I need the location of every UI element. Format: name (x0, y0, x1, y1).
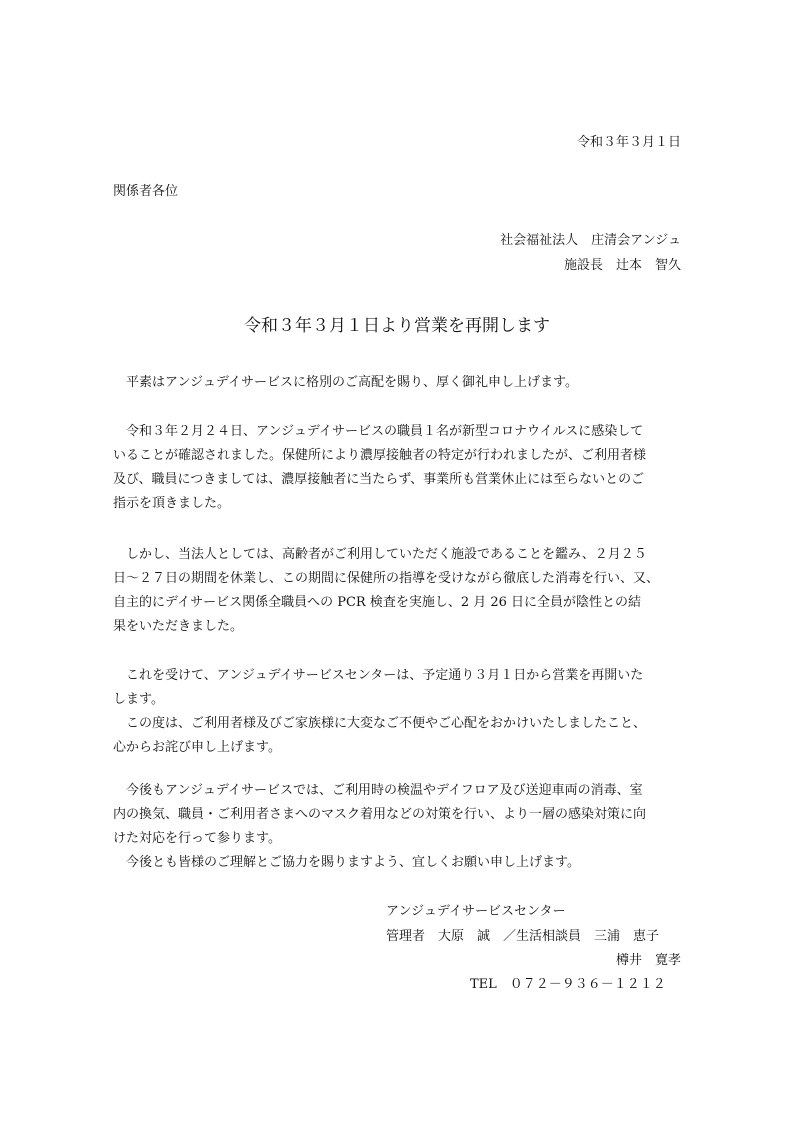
text-line: 自主的にデイサービス関係全職員への PCR 検査を実施し、2 月 26 日に全員が陰性との結 (113, 595, 642, 610)
text-line: 及び、職員につきましては、濃厚接触者に当たらず、事業所も営業休止には至らないとのご (113, 472, 645, 487)
paragraph-infection-report (113, 420, 685, 516)
paragraph-greeting (113, 371, 685, 395)
signature-staff: 管理者 大原 誠 ／生活相談員 三浦 恵子 (386, 929, 660, 944)
document-date: 令和３年３月１日 (576, 135, 681, 150)
text-line: 果をいただきました。 (113, 619, 244, 634)
text-line: 日～２７日の期間を休業し、この期間に保健所の指導を受けながら徹底した消毒を行い、又、 (113, 571, 660, 586)
text-line: します。 (113, 692, 164, 707)
text-line: けた対応を行って参ります。 (113, 831, 281, 846)
sender-organization: 社会福祉法人 庄清会アンジュ (500, 233, 681, 248)
document-title: 令和３年３月１日より営業を再開します (244, 316, 550, 336)
signature-staff-additional: 樽井 寛孝 (615, 953, 681, 968)
paragraph-reopening (113, 664, 685, 760)
text-line: 今後もアンジュデイサービスでは、ご利用時の検温やデイフロア及び送迎車両の消毒、室 (113, 783, 643, 798)
text-line: これを受けて、アンジュデイサービスセンターは、予定通り３月１日から営業を再開いた (113, 668, 644, 683)
paragraph-future-measures (113, 779, 685, 875)
sender-director: 施設長 辻本 智久 (563, 258, 681, 273)
text-line: この度は、ご利用者様及びご家族様に大変なご不便やご心配をおかけいたしましたこと、 (113, 716, 647, 731)
addressee: 関係者各位 (113, 184, 179, 199)
text-line: 心からお詫び申し上げます。 (113, 740, 281, 755)
signature-center-name: アンジュデイサービスセンター (386, 904, 566, 919)
signature-telephone: TEL ０７２－９３６－１２１２ (470, 977, 666, 992)
text-line: しかし、当法人としては、高齢者がご利用していただく施設であることを鑑み、２月２５ (113, 547, 647, 562)
text-line: 指示を頂きました。 (113, 496, 231, 511)
text-line: 内の換気、職員・ご利用者さまへのマスク着用などの対策を行い、より一層の感染対策に向 (113, 807, 647, 822)
paragraph-closure-measures (113, 543, 685, 639)
text-line: いることが確認されました。保健所により濃厚接触者の特定が行われましたが、ご利用者様 (113, 448, 647, 463)
text-line: 平素はアンジュデイサービスに格別のご高配を賜り、厚く御礼申し上げます。 (113, 375, 578, 390)
text-line: 今後とも皆様のご理解とご協力を賜りますよう、宜しくお願い申し上げます。 (113, 855, 580, 870)
text-line: 令和３年２月２４日、アンジュデイサービスの職員１名が新型コロナウイルスに感染して (113, 424, 644, 439)
